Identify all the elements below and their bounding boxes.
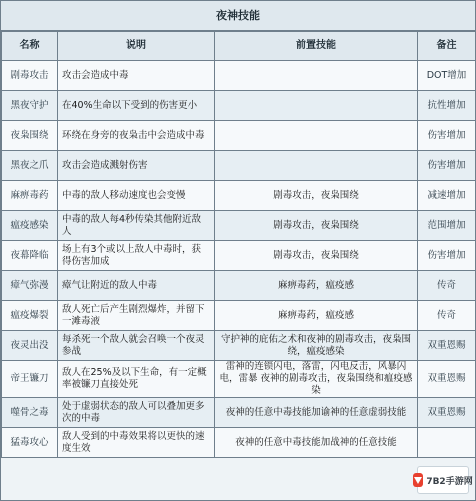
site-watermark <box>417 466 473 494</box>
skill-note-cell <box>418 428 476 458</box>
skill-prerequisite-cell: 夜神的任意中毒技能加谕神的任意虚弱技能 <box>215 398 418 428</box>
skill-description-cell: 瘴气让附近的敌人中毒 <box>58 271 215 301</box>
skill-prerequisite-cell: 剧毒攻击，夜枭围绕 <box>215 181 418 211</box>
skill-name-cell: 瘟疫爆裂 <box>2 301 58 331</box>
table-row <box>2 211 476 241</box>
skill-note-cell: 双重恩赐 <box>418 331 476 361</box>
skill-description-cell: 中毒的敌人移动速度也会变慢 <box>58 181 215 211</box>
table-row <box>2 331 476 361</box>
skill-name-cell: 瘟疫感染 <box>2 211 58 241</box>
table-row <box>2 121 476 151</box>
skill-note-cell: 伤害增加 <box>418 151 476 181</box>
skill-description-cell: 环绕在身旁的夜枭击中会造成中毒 <box>58 121 215 151</box>
skill-description-cell: 敌人在25%及以下生命，有一定概率被镰刀直接处死 <box>58 361 215 398</box>
header-name: 名称 <box>2 32 58 61</box>
table-row <box>2 428 476 458</box>
skill-note-cell: 双重恩赐 <box>418 361 476 398</box>
skill-prerequisite-cell <box>215 121 418 151</box>
skill-prerequisite-cell <box>215 151 418 181</box>
skill-name-cell: 噬骨之毒 <box>2 398 58 428</box>
table-row <box>2 398 476 428</box>
table-row <box>2 181 476 211</box>
logo-icon <box>413 473 423 487</box>
skill-prerequisite-cell: 剧毒攻击，夜枭围绕 <box>215 211 418 241</box>
skill-note-cell: 减速增加 <box>418 181 476 211</box>
skill-name-cell: 夜枭围绕 <box>2 121 58 151</box>
skill-note-cell: 传奇 <box>418 301 476 331</box>
table-row <box>2 61 476 91</box>
skill-prerequisite-cell: 守护神的庇佑之术和夜神的剧毒攻击，夜枭围绕，瘟疫感染 <box>215 331 418 361</box>
skill-note-cell: 伤害增加 <box>418 121 476 151</box>
skill-note-cell: 双重恩赐 <box>418 398 476 428</box>
skill-description-cell: 每杀死一个敌人就会召唤一个夜灵参战 <box>58 331 215 361</box>
skill-note-cell: 抗性增加 <box>418 91 476 121</box>
skill-note-cell: DOT增加 <box>418 61 476 91</box>
table-row <box>2 361 476 398</box>
skill-prerequisite-cell: 剧毒攻击，夜枭围绕 <box>215 241 418 271</box>
skill-name-cell: 麻痹毒药 <box>2 181 58 211</box>
skill-name-cell: 剧毒攻击 <box>2 61 58 91</box>
skill-name-cell: 夜幕降临 <box>2 241 58 271</box>
skill-description-cell: 处于虚弱状态的敌人可以叠加更多次的中毒 <box>58 398 215 428</box>
skill-description-cell: 场上有3个或以上敌人中毒时，获得伤害加成 <box>58 241 215 271</box>
table-row <box>2 271 476 301</box>
skill-note-cell: 范围增加 <box>418 211 476 241</box>
skill-name-cell: 黑夜之爪 <box>2 151 58 181</box>
skill-prerequisite-cell <box>215 61 418 91</box>
skill-prerequisite-cell <box>215 91 418 121</box>
skill-prerequisite-cell: 夜神的任意中毒技能加战神的任意技能 <box>215 428 418 458</box>
skill-description-cell: 敌人死亡后产生剧烈爆炸，并留下一滩毒液 <box>58 301 215 331</box>
table-row <box>2 91 476 121</box>
table-body <box>2 61 476 458</box>
header-note: 备注 <box>418 32 476 61</box>
skill-table <box>1 31 476 458</box>
skill-description-cell: 中毒的敌人每4秒传染其他附近敌人 <box>58 211 215 241</box>
header-description: 说明 <box>58 32 215 61</box>
skill-name-cell: 帝王镰刀 <box>2 361 58 398</box>
skill-description-cell: 攻击会造成溅射伤害 <box>58 151 215 181</box>
skill-note-cell: 伤害增加 <box>418 241 476 271</box>
skill-name-cell: 黑夜守护 <box>2 91 58 121</box>
skill-name-cell: 夜灵出没 <box>2 331 58 361</box>
skill-prerequisite-cell: 雷神的连锁闪电，落雷，闪电反击，风暴闪电，雷暴 夜神的剧毒攻击，夜枭围绕和瘟疫感染 <box>215 361 418 398</box>
table-row <box>2 151 476 181</box>
header-prerequisite: 前置技能 <box>215 32 418 61</box>
skill-description-cell: 攻击会造成中毒 <box>58 61 215 91</box>
skill-name-cell: 猛毒攻心 <box>2 428 58 458</box>
skill-name-cell: 瘴气弥漫 <box>2 271 58 301</box>
skill-prerequisite-cell: 麻痹毒药，瘟疫感 <box>215 301 418 331</box>
skill-prerequisite-cell: 麻痹毒药，瘟疫感 <box>215 271 418 301</box>
watermark-text: 7B2手游网 <box>426 476 473 487</box>
skill-note-cell: 传奇 <box>418 271 476 301</box>
skill-description-cell: 在40%生命以下受到的伤害更小 <box>58 91 215 121</box>
table-row <box>2 241 476 271</box>
skill-description-cell: 敌人受到的中毒效果将以更快的速度生效 <box>58 428 215 458</box>
header-row <box>2 32 476 61</box>
table-row <box>2 301 476 331</box>
table-title: 夜神技能 <box>1 1 475 31</box>
